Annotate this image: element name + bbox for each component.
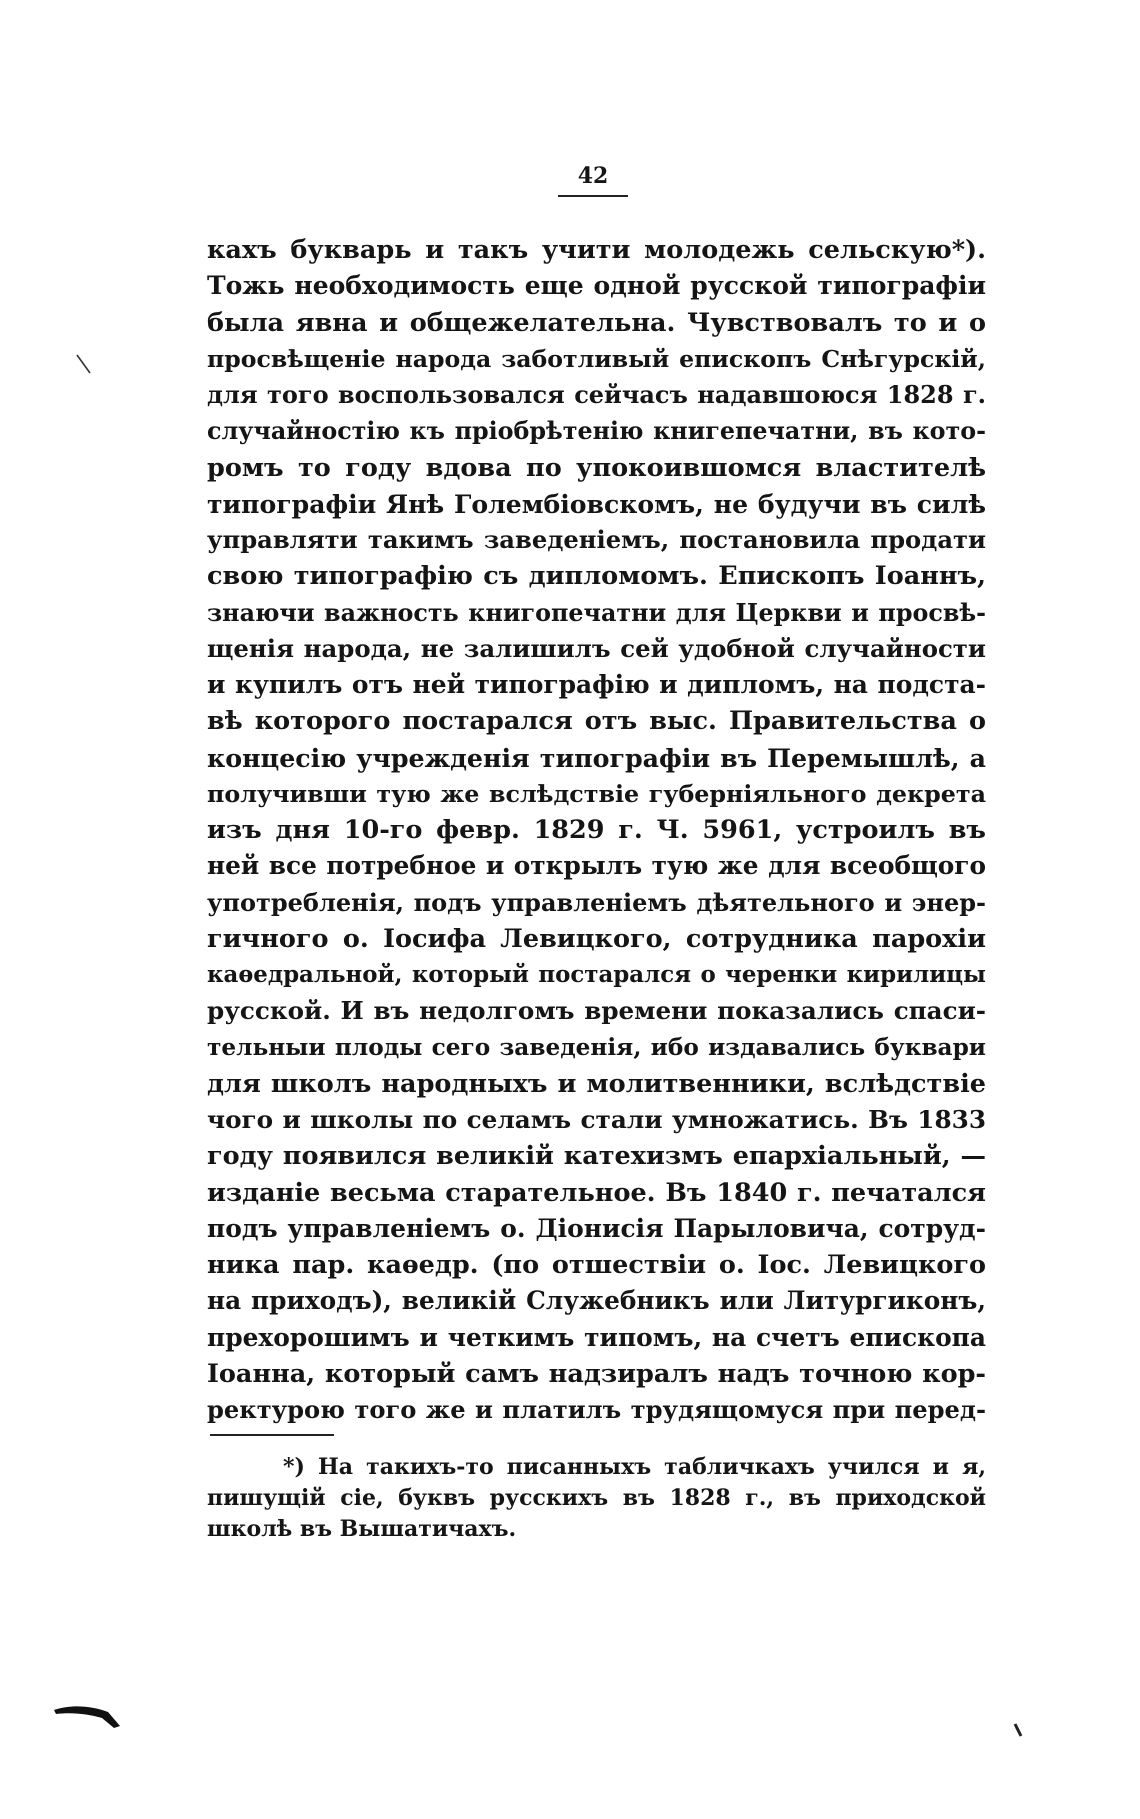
body-line: управляти такимъ заведеніемъ, постановила продати: [207, 525, 986, 554]
body-line: Тожь необходимость еще одной русской типографіи: [207, 271, 986, 301]
body-line: прехорошимъ и четкимъ типомъ, на счетъ епископа: [207, 1322, 986, 1352]
body-line: концесію учрежденія типографіи въ Перемышлѣ, а: [207, 742, 986, 773]
body-line: и купилъ отъ ней типографію и дипломъ, на подста-: [207, 670, 986, 699]
scan-artifact-dot: [1012, 1722, 1024, 1738]
footnote-line: *) На такихъ-то писанныхъ табличкахъ учился и я,: [283, 1454, 986, 1480]
scan-artifact-mark: [52, 1700, 124, 1732]
body-line: случайностію къ пріобрѣтенію книгепечатни, въ кото-: [207, 417, 986, 446]
body-line: кахъ букварь и такъ учити молодежь сельскую*).: [207, 235, 986, 265]
body-line: получивши тую же вслѣдствіе губерніяльного декрета: [207, 779, 986, 808]
body-line: гичного о. Іосифа Левицкого, сотрудника парохіи: [207, 923, 986, 954]
body-line: каѳедральной, который постарался о черенки кирилицы: [207, 962, 986, 988]
body-line: году появился великій катехизмъ епархіальный, —: [207, 1141, 986, 1172]
body-line: чого и школы по селамъ стали умножатись. Въ 1833: [207, 1105, 986, 1134]
body-line: тельныи плоды сего заведенія, ибо издавались буквари: [207, 1033, 986, 1061]
body-line: свою типографію съ дипломомъ. Епископъ Іоаннъ,: [207, 561, 986, 592]
body-line: для школъ народныхъ и молитвенники, вслѣдствіе: [207, 1068, 986, 1099]
footnote: [207, 1452, 986, 1545]
body-line: изданіе весьма старательное. Въ 1840 г. печатался: [207, 1177, 986, 1208]
body-line: ней все потребное и открылъ тую же для всеобщого: [207, 851, 986, 881]
body-line: употребленія, подъ управленіемъ дѣятельного и энер-: [207, 887, 986, 917]
body-line: просвѣщеніе народа заботливый епископъ Снѣгурскій,: [207, 344, 986, 373]
body-line: русской. И въ недолгомъ времени показались спаси-: [207, 996, 986, 1026]
body-line: была явна и общежелательна. Чувствовалъ то и о: [207, 307, 986, 338]
body-line: щенія народа, не залишилъ сей удобной случайности: [207, 633, 986, 663]
page-number: 42: [577, 163, 609, 189]
footnote-separator: [210, 1434, 334, 1436]
body-line: ромъ то году вдова по упокоившомся властителѣ: [207, 452, 986, 483]
footnote-line: пишущій сіе, буквъ русскихъ въ 1828 г., въ приходской: [207, 1485, 986, 1511]
body-text: [207, 232, 986, 1428]
body-line: Іоанна, который самъ надзиралъ надъ точною кор-: [207, 1358, 986, 1389]
body-line: изъ дня 10-го февр. 1829 г. Ч. 5961, устроилъ въ: [207, 815, 986, 845]
body-line: типографіи Янѣ Голембіовскомъ, не будучи въ силѣ: [207, 488, 986, 519]
body-line: на приходъ), великій Служебникъ или Литургиконъ,: [207, 1286, 986, 1316]
body-line: подъ управленіемъ о. Діонисія Парыловича, сотруд-: [207, 1213, 986, 1243]
page-number-underline: [558, 195, 628, 197]
body-line: для того воспользовался сейчасъ надавшоюся 1828 г.: [207, 380, 986, 409]
margin-mark: [75, 353, 93, 375]
body-line: ника пар. каѳедр. (по отшествіи о. Іос. Левицкого: [207, 1250, 986, 1280]
body-line: ректурою того же и платилъ трудящомуся при перед-: [207, 1395, 986, 1424]
body-line: знаючи важность книгопечатни для Церкви и просвѣ-: [207, 598, 986, 627]
footnote-line: школѣ въ Вышатичахъ.: [207, 1516, 517, 1542]
body-line: вѣ которого постарался отъ выс. Правительства о: [207, 706, 986, 737]
